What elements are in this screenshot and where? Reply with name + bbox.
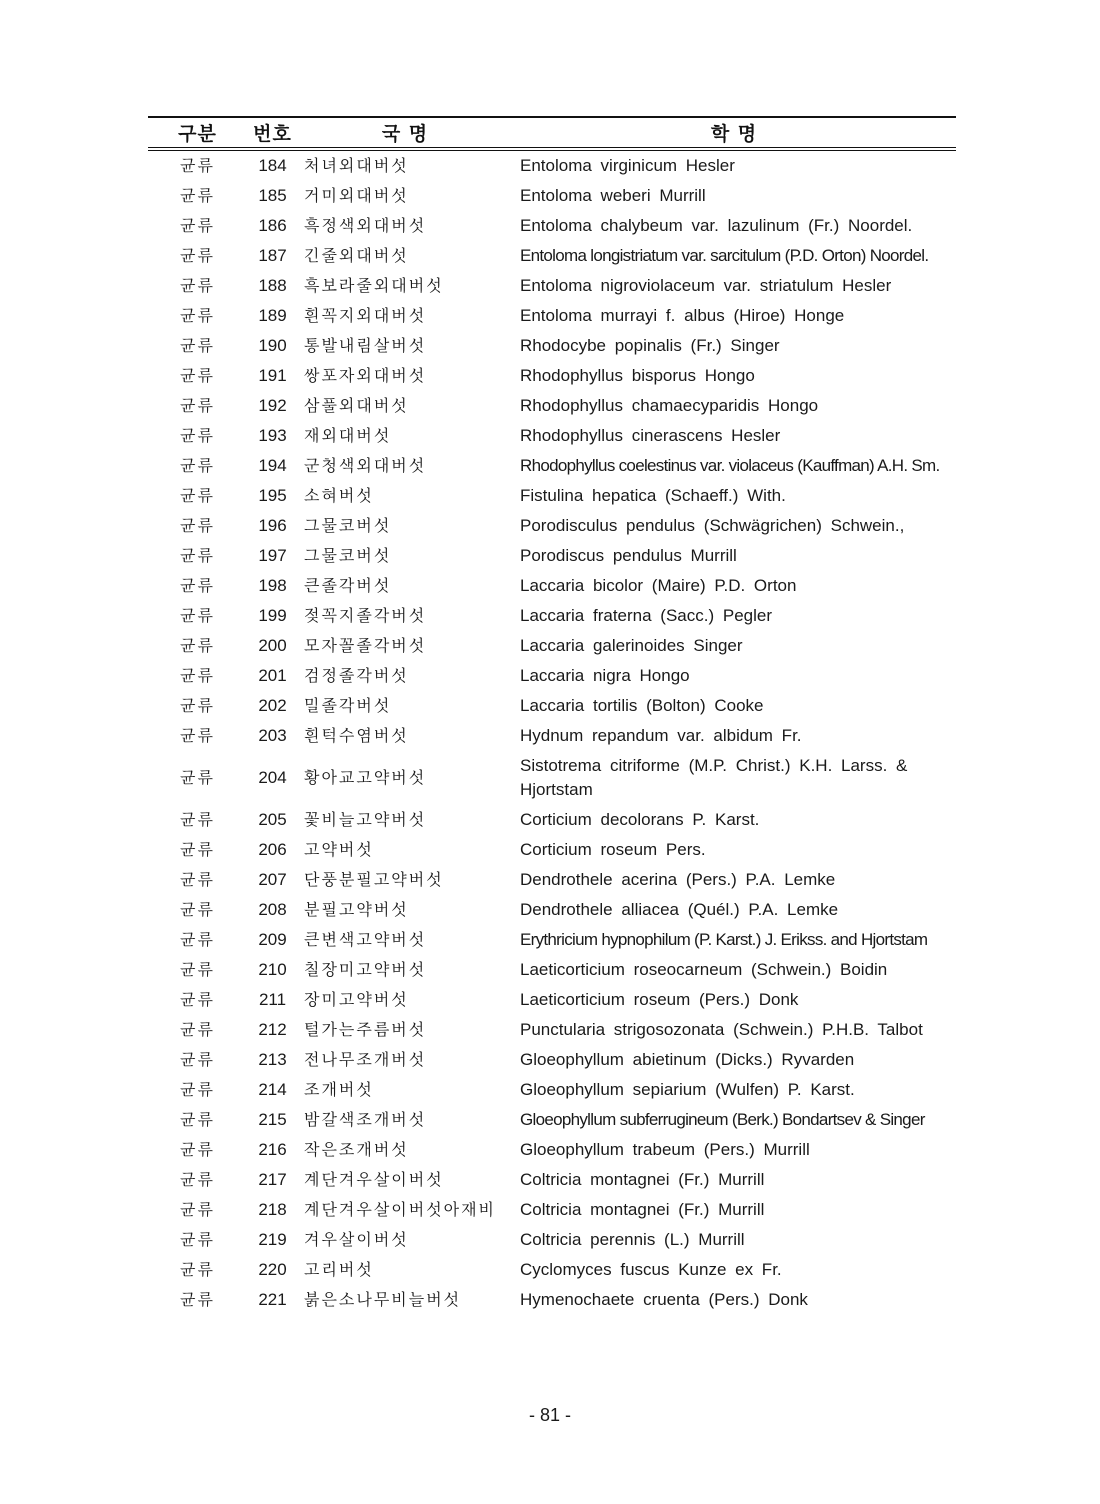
table-header: [148, 116, 956, 151]
number-cell: 204: [258, 768, 287, 787]
table-row: [148, 1015, 956, 1045]
table-row: [148, 865, 956, 895]
number-cell: 186: [258, 216, 287, 235]
korean-name-cell: 칠장미고약버섯: [304, 960, 427, 979]
number-cell: 200: [258, 636, 287, 655]
number-cell: 220: [258, 1260, 287, 1279]
category-cell: 균류: [180, 1260, 215, 1279]
scientific-name-cell: Dendrothele alliacea (Quél.) P.A. Lemke: [520, 900, 839, 919]
table-row: [148, 721, 956, 751]
category-cell: 균류: [180, 870, 215, 889]
category-cell: 균류: [180, 276, 215, 295]
scientific-name-cell: Gloeophyllum trabeum (Pers.) Murrill: [520, 1140, 810, 1159]
table-row: [148, 1285, 956, 1315]
table-row: [148, 1135, 956, 1165]
korean-name-cell: 그물코버섯: [304, 546, 392, 565]
number-cell: 211: [258, 990, 287, 1009]
korean-name-cell: 그물코버섯: [304, 516, 392, 535]
number-cell: 201: [258, 666, 287, 685]
scientific-name-cell: Dendrothele acerina (Pers.) P.A. Lemke: [520, 870, 836, 889]
korean-name-cell: 털가는주름버섯: [304, 1020, 427, 1039]
scientific-name-cell: Coltricia montagnei (Fr.) Murrill: [520, 1170, 765, 1189]
number-cell: 215: [258, 1110, 287, 1129]
scientific-name-cell: Laccaria galerinoides Singer: [520, 636, 743, 655]
category-cell: 균류: [180, 1140, 215, 1159]
table-row: [148, 151, 956, 181]
scientific-name-cell: Entoloma virginicum Hesler: [520, 156, 735, 175]
table-row: [148, 601, 956, 631]
category-cell: 균류: [180, 426, 215, 445]
scientific-name-cell: Coltricia montagnei (Fr.) Murrill: [520, 1200, 765, 1219]
number-cell: 187: [258, 246, 287, 265]
scientific-name-cell: Rhodophyllus cinerascens Hesler: [520, 426, 781, 445]
number-cell: 191: [258, 366, 287, 385]
scientific-name-cell: Laccaria nigra Hongo: [520, 666, 690, 685]
scientific-name-cell: Fistulina hepatica (Schaeff.) With.: [520, 486, 786, 505]
korean-name-cell: 고리버섯: [304, 1260, 374, 1279]
number-cell: 188: [258, 276, 287, 295]
category-cell: 균류: [180, 576, 215, 595]
scientific-name-cell: Laccaria tortilis (Bolton) Cooke: [520, 696, 764, 715]
korean-name-cell: 겨우살이버섯: [304, 1230, 409, 1249]
category-cell: 균류: [180, 156, 215, 175]
korean-name-cell: 처녀외대버섯: [304, 156, 409, 175]
header-category: 구분: [178, 123, 217, 145]
table-row: [148, 691, 956, 721]
table-row: [148, 1195, 956, 1225]
korean-name-cell: 황아교고약버섯: [304, 768, 427, 787]
category-cell: 균류: [180, 960, 215, 979]
scientific-name-cell: Rhodophyllus bisporus Hongo: [520, 366, 755, 385]
category-cell: 균류: [180, 336, 215, 355]
number-cell: 194: [258, 456, 287, 475]
number-cell: 197: [258, 546, 287, 565]
table-row: [148, 661, 956, 691]
korean-name-cell: 젖꼭지졸각버섯: [304, 606, 427, 625]
table-row: [148, 511, 956, 541]
table-row: [148, 241, 956, 271]
number-cell: 213: [258, 1050, 287, 1069]
category-cell: 균류: [180, 1200, 215, 1219]
number-cell: 190: [258, 336, 287, 355]
category-cell: 균류: [180, 456, 215, 475]
number-cell: 219: [258, 1230, 287, 1249]
table-row: [148, 1255, 956, 1285]
korean-name-cell: 재외대버섯: [304, 426, 392, 445]
korean-name-cell: 흑보라줄외대버섯: [304, 276, 444, 295]
number-cell: 205: [258, 810, 287, 829]
korean-name-cell: 조개버섯: [304, 1080, 374, 1099]
korean-name-cell: 흑정색외대버섯: [304, 216, 427, 235]
scientific-name-cell: Entoloma longistriatum var. sarcitulum (P.D. Orton) Noordel.: [520, 246, 929, 265]
number-cell: 195: [258, 486, 287, 505]
number-cell: 214: [258, 1080, 287, 1099]
scientific-name-cell: Rhodophyllus coelestinus var. violaceus (Kauffman) A.H. Sm.: [520, 456, 940, 475]
scientific-name-cell: Corticium decolorans P. Karst.: [520, 810, 760, 829]
scientific-name-cell: Laccaria fraterna (Sacc.) Pegler: [520, 606, 772, 625]
category-cell: 균류: [180, 396, 215, 415]
korean-name-cell: 큰졸각버섯: [304, 576, 392, 595]
scientific-name-cell: Rhodocybe popinalis (Fr.) Singer: [520, 336, 780, 355]
category-cell: 균류: [180, 930, 215, 949]
scientific-name-cell: Laeticorticium roseum (Pers.) Donk: [520, 990, 799, 1009]
korean-name-cell: 분필고약버섯: [304, 900, 409, 919]
number-cell: 189: [258, 306, 287, 325]
korean-name-cell: 흰턱수염버섯: [304, 726, 409, 745]
scientific-name-cell: Hydnum repandum var. albidum Fr.: [520, 726, 802, 745]
korean-name-cell: 흰꼭지외대버섯: [304, 306, 427, 325]
number-cell: 192: [258, 396, 287, 415]
category-cell: 균류: [180, 768, 215, 787]
category-cell: 균류: [180, 606, 215, 625]
scientific-name-cell: Cyclomyces fuscus Kunze ex Fr.: [520, 1260, 782, 1279]
table-row: [148, 481, 956, 511]
table-row: [148, 835, 956, 865]
scientific-name-cell: Coltricia perennis (L.) Murrill: [520, 1230, 745, 1249]
category-cell: 균류: [180, 1290, 215, 1309]
korean-name-cell: 단풍분필고약버섯: [304, 870, 444, 889]
number-cell: 216: [258, 1140, 287, 1159]
number-cell: 193: [258, 426, 287, 445]
korean-name-cell: 고약버섯: [304, 840, 374, 859]
korean-name-cell: 쌍포자외대버섯: [304, 366, 427, 385]
number-cell: 185: [258, 186, 287, 205]
number-cell: 203: [258, 726, 287, 745]
table-row: [148, 181, 956, 211]
category-cell: 균류: [180, 1050, 215, 1069]
korean-name-cell: 모자꼴졸각버섯: [304, 636, 427, 655]
korean-name-cell: 거미외대버섯: [304, 186, 409, 205]
number-cell: 207: [258, 870, 287, 889]
number-cell: 184: [258, 156, 287, 175]
table-row: [148, 301, 956, 331]
korean-name-cell: 통발내림살버섯: [304, 336, 427, 355]
category-cell: 균류: [180, 666, 215, 685]
category-cell: 균류: [180, 1230, 215, 1249]
scientific-name-cell: Punctularia strigosozonata (Schwein.) P.H.B. Talbot: [520, 1020, 923, 1039]
category-cell: 균류: [180, 696, 215, 715]
korean-name-cell: 붉은소나무비늘버섯: [304, 1290, 462, 1309]
table-row: [148, 631, 956, 661]
number-cell: 217: [258, 1170, 287, 1189]
korean-name-cell: 삼풀외대버섯: [304, 396, 409, 415]
category-cell: 균류: [180, 810, 215, 829]
korean-name-cell: 검정졸각버섯: [304, 666, 409, 685]
number-cell: 210: [258, 960, 287, 979]
category-cell: 균류: [180, 726, 215, 745]
number-cell: 199: [258, 606, 287, 625]
category-cell: 균류: [180, 216, 215, 235]
number-cell: 212: [258, 1020, 287, 1039]
category-cell: 균류: [180, 990, 215, 1009]
header-scientific-name: 학 명: [710, 123, 758, 145]
korean-name-cell: 계단겨우살이버섯아재비: [304, 1200, 497, 1219]
scientific-name-cell: Laeticorticium roseocarneum (Schwein.) Boidin: [520, 960, 888, 979]
korean-name-cell: 밤갈색조개버섯: [304, 1110, 427, 1129]
table-row: [148, 451, 956, 481]
number-cell: 221: [258, 1290, 287, 1309]
korean-name-cell: 소혀버섯: [304, 486, 374, 505]
table-row: [148, 751, 956, 805]
table-row: [148, 271, 956, 301]
scientific-name-cell: Gloeophyllum abietinum (Dicks.) Ryvarden: [520, 1050, 855, 1069]
number-cell: 196: [258, 516, 287, 535]
scientific-name-cell: Sistotrema citriforme (M.P. Christ.) K.H. Larss. & Hjortstam: [520, 756, 908, 799]
scientific-name-cell: Porodiscus pendulus Murrill: [520, 546, 737, 565]
number-cell: 202: [258, 696, 287, 715]
number-cell: 218: [258, 1200, 287, 1219]
category-cell: 균류: [180, 840, 215, 859]
scientific-name-cell: Porodisculus pendulus (Schwägrichen) Schwein.,: [520, 516, 905, 535]
korean-name-cell: 밀졸각버섯: [304, 696, 392, 715]
scientific-name-cell: Rhodophyllus chamaecyparidis Hongo: [520, 396, 819, 415]
category-cell: 균류: [180, 546, 215, 565]
scientific-name-cell: Gloeophyllum subferrugineum (Berk.) Bondartsev & Singer: [520, 1110, 925, 1129]
korean-name-cell: 전나무조개버섯: [304, 1050, 427, 1069]
table-row: [148, 985, 956, 1015]
category-cell: 균류: [180, 1170, 215, 1189]
table-row: [148, 1075, 956, 1105]
category-cell: 균류: [180, 366, 215, 385]
korean-name-cell: 큰변색고약버섯: [304, 930, 427, 949]
korean-name-cell: 작은조개버섯: [304, 1140, 409, 1159]
korean-name-cell: 군청색외대버섯: [304, 456, 427, 475]
scientific-name-cell: Erythricium hypnophilum (P. Karst.) J. Erikss. and Hjortstam: [520, 930, 928, 949]
category-cell: 균류: [180, 1110, 215, 1129]
table-row: [148, 571, 956, 601]
table-row: [148, 331, 956, 361]
table-row: [148, 895, 956, 925]
table-row: [148, 955, 956, 985]
header-number: 번호: [253, 123, 292, 145]
category-cell: 균류: [180, 486, 215, 505]
scientific-name-cell: Gloeophyllum sepiarium (Wulfen) P. Karst.: [520, 1080, 855, 1099]
number-cell: 208: [258, 900, 287, 919]
table-row: [148, 1225, 956, 1255]
scientific-name-cell: Entoloma murrayi f. albus (Hiroe) Honge: [520, 306, 845, 325]
category-cell: 균류: [180, 306, 215, 325]
species-table: [148, 116, 956, 1315]
page-number: - 81 -: [528, 1405, 571, 1425]
category-cell: 균류: [180, 516, 215, 535]
category-cell: 균류: [180, 186, 215, 205]
table-row: [148, 211, 956, 241]
table-row: [148, 361, 956, 391]
number-cell: 209: [258, 930, 287, 949]
number-cell: 206: [258, 840, 287, 859]
scientific-name-cell: Entoloma nigroviolaceum var. striatulum Hesler: [520, 276, 892, 295]
category-cell: 균류: [180, 246, 215, 265]
table-row: [148, 1105, 956, 1135]
table-row: [148, 541, 956, 571]
table-body: [148, 151, 956, 1315]
korean-name-cell: 계단겨우살이버섯: [304, 1170, 444, 1189]
scientific-name-cell: Entoloma weberi Murrill: [520, 186, 706, 205]
table-row: [148, 925, 956, 955]
table-row: [148, 391, 956, 421]
korean-name-cell: 꽃비늘고약버섯: [304, 810, 427, 829]
scientific-name-cell: Laccaria bicolor (Maire) P.D. Orton: [520, 576, 797, 595]
korean-name-cell: 긴줄외대버섯: [304, 246, 409, 265]
category-cell: 균류: [180, 636, 215, 655]
number-cell: 198: [258, 576, 287, 595]
table-row: [148, 1045, 956, 1075]
scientific-name-cell: Hymenochaete cruenta (Pers.) Donk: [520, 1290, 808, 1309]
table-row: [148, 421, 956, 451]
scientific-name-cell: Entoloma chalybeum var. lazulinum (Fr.) Noordel.: [520, 216, 913, 235]
scientific-name-cell: Corticium roseum Pers.: [520, 840, 706, 859]
category-cell: 균류: [180, 900, 215, 919]
category-cell: 균류: [180, 1080, 215, 1099]
table-row: [148, 1165, 956, 1195]
korean-name-cell: 장미고약버섯: [304, 990, 409, 1009]
category-cell: 균류: [180, 1020, 215, 1039]
table-row: [148, 805, 956, 835]
header-korean-name: 국 명: [381, 123, 429, 145]
